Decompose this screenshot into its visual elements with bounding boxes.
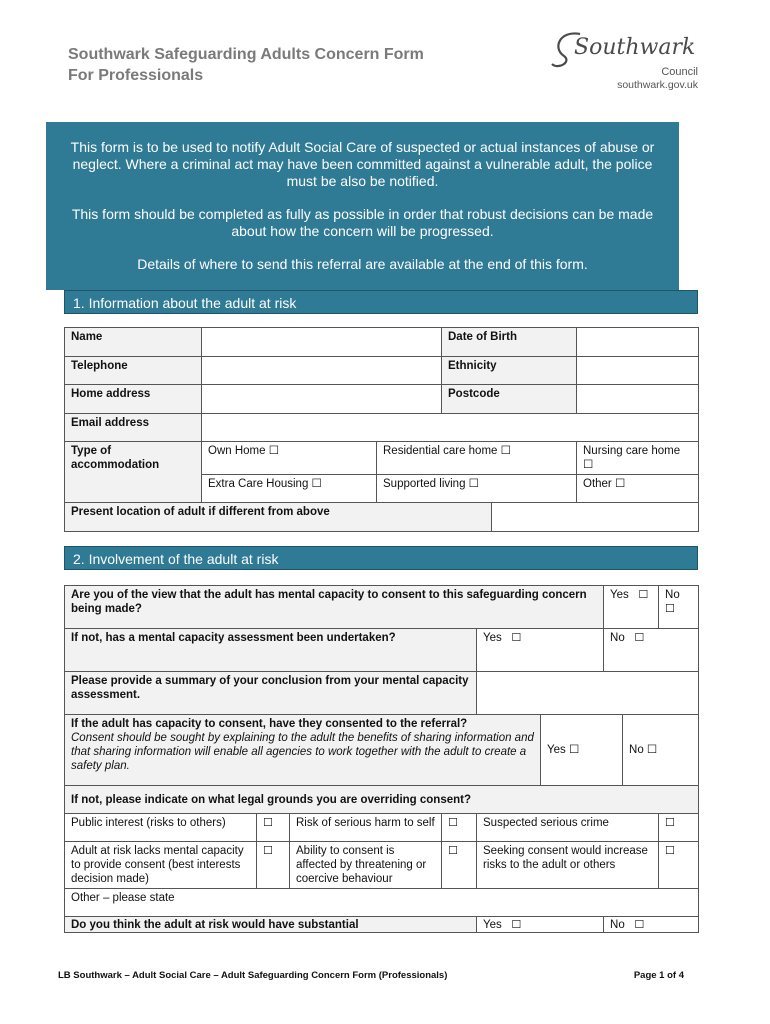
assessment-yes-label: Yes — [483, 632, 502, 644]
capacity-yes-label: Yes — [610, 589, 629, 601]
substantial-yes-label: Yes — [483, 919, 502, 931]
logo-script-text: Southwark — [574, 35, 696, 60]
capacity-no-label: No — [665, 589, 680, 601]
consented-no-checkbox[interactable]: No ☐ — [623, 715, 699, 786]
ground-threatening: Ability to consent is affected by threatening or coercive behaviour — [290, 842, 442, 889]
ground-risk-harm-box[interactable]: ☐ — [442, 814, 477, 842]
ground-public-interest: Public interest (risks to others) — [65, 814, 257, 842]
present-location-label: Present location of adult if different from above — [65, 503, 492, 532]
grounds-question: If not, please indicate on what legal grounds you are overriding consent? — [65, 786, 699, 814]
dob-field[interactable] — [577, 328, 699, 357]
ethnicity-field[interactable] — [577, 357, 699, 385]
email-field[interactable] — [202, 414, 699, 442]
consented-question — [65, 715, 541, 786]
telephone-field[interactable] — [202, 357, 442, 385]
logo-swoosh-icon — [550, 26, 702, 70]
ground-public-interest-box[interactable]: ☐ — [257, 814, 290, 842]
title-line-1: Southwark Safeguarding Adults Concern Form — [68, 46, 424, 63]
banner-paragraph-3: Details of where to send this referral are available at the end of this form. — [137, 256, 588, 272]
section-1-heading: 1. Information about the adult at risk — [64, 290, 698, 314]
assessment-yes[interactable] — [477, 629, 604, 672]
consented-yes-checkbox[interactable]: Yes ☐ — [541, 715, 623, 786]
southwark-logo — [550, 26, 702, 96]
capacity-yes-box[interactable]: ☐ — [638, 588, 649, 601]
accommodation-label: Type of accommodation — [65, 442, 202, 503]
substantial-no[interactable] — [604, 917, 699, 933]
postcode-label: Postcode — [442, 385, 577, 414]
ground-lacks-capacity: Adult at risk lacks mental capacity to provide consent (best interests decision made) — [65, 842, 257, 889]
ground-threatening-box[interactable]: ☐ — [442, 842, 477, 889]
involvement-table — [64, 585, 699, 933]
assessment-no-label: No — [610, 632, 625, 644]
substantial-yes[interactable] — [477, 917, 604, 933]
footer-text: LB Southwark – Adult Social Care – Adult Safeguarding Concern Form (Professionals) — [58, 970, 448, 981]
title-line-2: For Professionals — [68, 67, 204, 84]
logo-url: southwark.gov.uk — [617, 79, 698, 91]
ground-increase-risk: Seeking consent would increase risks to the adult or others — [477, 842, 659, 889]
other-accommodation-checkbox[interactable]: Other ☐ — [577, 475, 699, 503]
ground-other-field[interactable]: Other – please state — [65, 889, 699, 917]
capacity-no[interactable] — [659, 586, 699, 629]
assessment-no-box[interactable]: ☐ — [634, 631, 645, 644]
capacity-no-box[interactable]: ☐ — [665, 602, 675, 615]
document-title — [68, 44, 424, 86]
banner-paragraph-1: This form is to be used to notify Adult Social Care of suspected or actual instances of abuse or neglect. Where a criminal act may have been committed against a vulnerable adult, the police must be also be notified. — [70, 139, 655, 189]
residential-care-checkbox[interactable]: Residential care home ☐ — [377, 442, 577, 475]
name-field[interactable] — [202, 328, 442, 357]
dob-label: Date of Birth — [442, 328, 577, 357]
substantial-no-label: No — [610, 919, 625, 931]
postcode-field[interactable] — [577, 385, 699, 414]
nursing-care-checkbox[interactable]: Nursing care home ☐ — [577, 442, 699, 475]
banner-paragraph-2: This form should be completed as fully as possible in order that robust decisions can be made about how the concern will be progressed. — [71, 206, 654, 239]
ground-serious-crime-box[interactable]: ☐ — [659, 814, 699, 842]
own-home-checkbox[interactable]: Own Home ☐ — [202, 442, 377, 475]
ground-lacks-capacity-box[interactable]: ☐ — [257, 842, 290, 889]
logo-council: Council — [661, 66, 698, 78]
home-address-label: Home address — [65, 385, 202, 414]
capacity-yes[interactable] — [604, 586, 659, 629]
capacity-question: Are you of the view that the adult has mental capacity to consent to this safeguarding concern being made? — [65, 586, 604, 629]
ground-increase-risk-box[interactable]: ☐ — [659, 842, 699, 889]
ethnicity-label: Ethnicity — [442, 357, 577, 385]
assessment-yes-box[interactable]: ☐ — [511, 631, 522, 644]
extra-care-checkbox[interactable]: Extra Care Housing ☐ — [202, 475, 377, 503]
home-address-field[interactable] — [202, 385, 442, 414]
name-label: Name — [65, 328, 202, 357]
supported-living-checkbox[interactable]: Supported living ☐ — [377, 475, 577, 503]
intro-banner — [46, 122, 679, 290]
consented-question-text: If the adult has capacity to consent, have they consented to the referral? — [71, 718, 468, 730]
ground-serious-crime: Suspected serious crime — [477, 814, 659, 842]
page-number: Page 1 of 4 — [633, 970, 684, 981]
summary-field[interactable] — [477, 672, 699, 715]
email-label: Email address — [65, 414, 202, 442]
assessment-no[interactable] — [604, 629, 699, 672]
substantial-no-box[interactable]: ☐ — [634, 918, 645, 931]
substantial-question: Do you think the adult at risk would have substantial — [65, 917, 477, 933]
substantial-yes-box[interactable]: ☐ — [511, 918, 522, 931]
telephone-label: Telephone — [65, 357, 202, 385]
consented-note: Consent should be sought by explaining to the adult the benefits of sharing information and that sharing information will enable all agencies to work together with the adult to create a safety plan. — [71, 732, 534, 772]
adult-info-table — [64, 327, 699, 532]
ground-risk-harm: Risk of serious harm to self — [290, 814, 442, 842]
present-location-field[interactable] — [492, 503, 699, 532]
assessment-question: If not, has a mental capacity assessment been undertaken? — [65, 629, 477, 672]
section-2-heading: 2. Involvement of the adult at risk — [64, 546, 698, 570]
summary-question: Please provide a summary of your conclusion from your mental capacity assessment. — [65, 672, 477, 715]
